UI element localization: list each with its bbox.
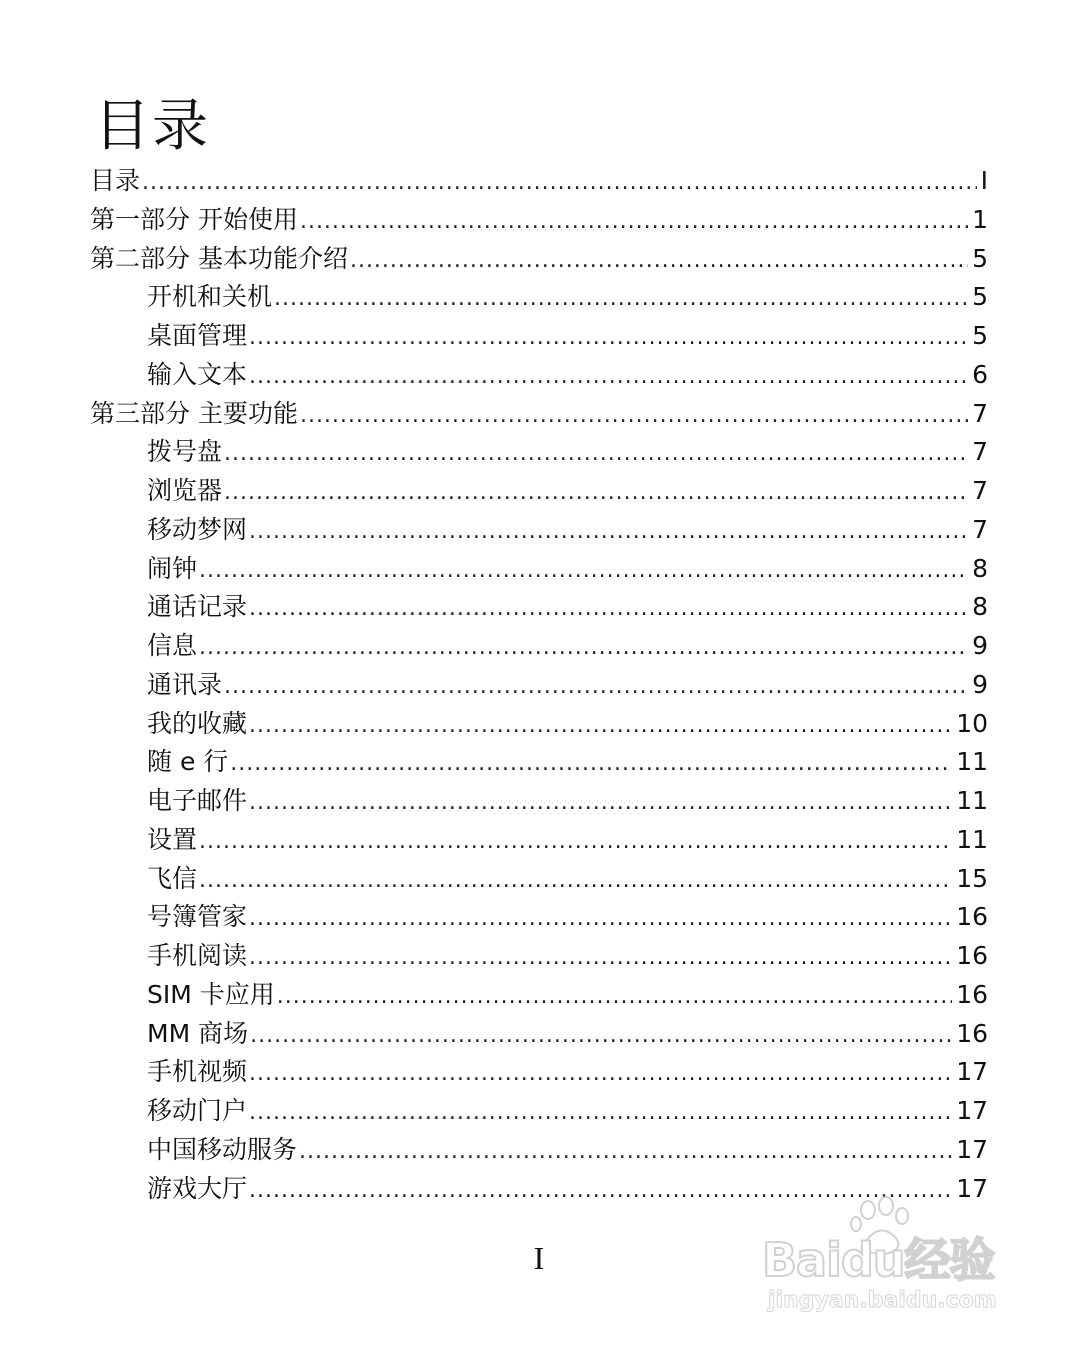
toc-entry-page: 15 — [956, 863, 988, 893]
toc-entry-label: 输入文本 — [147, 359, 248, 389]
toc-dot-leader — [142, 164, 977, 203]
toc-entry[interactable] — [90, 1092, 988, 1131]
toc-dot-leader — [224, 435, 968, 474]
toc-entry[interactable] — [90, 1015, 988, 1054]
toc-dot-leader — [350, 242, 968, 281]
toc-entry[interactable] — [90, 433, 988, 472]
toc-entry[interactable] — [90, 317, 988, 356]
toc-dot-leader — [199, 552, 968, 591]
watermark-url: jingyan.baidu.com — [768, 1288, 997, 1313]
toc-dot-leader — [199, 629, 968, 668]
toc-entry[interactable] — [90, 201, 988, 240]
toc-entry-page: 16 — [956, 941, 988, 970]
toc-entry[interactable] — [90, 356, 988, 395]
toc-entry-label: MM 商场 — [147, 1018, 249, 1048]
toc-entry[interactable] — [90, 705, 988, 744]
toc-entry-label: 游戏大厅 — [147, 1173, 248, 1203]
watermark-logo-text: Baidu经验 — [762, 1233, 995, 1287]
toc-entry-label: 设置 — [147, 824, 198, 854]
toc-entry[interactable] — [90, 162, 988, 201]
toc-dot-leader — [224, 668, 968, 707]
toc-entry-page: I — [980, 166, 988, 195]
toc-dot-leader — [249, 513, 968, 552]
toc-entry-label: 号簿管家 — [147, 902, 248, 932]
toc-entry[interactable] — [90, 898, 988, 937]
toc-entry-page: 17 — [956, 1057, 988, 1087]
toc-entry[interactable] — [90, 666, 988, 705]
toc-entry-label: 手机视频 — [147, 1057, 248, 1087]
toc-entry-page: 16 — [956, 1018, 988, 1048]
toc-entry-label: 移动门户 — [147, 1096, 248, 1125]
toc-entry[interactable] — [90, 782, 988, 821]
page-title: 目录 — [94, 94, 210, 159]
toc-entry-page: 9 — [972, 669, 988, 699]
toc-entry-label: 第一部分 开始使用 — [90, 204, 298, 234]
toc-dot-leader — [274, 280, 968, 319]
toc-entry-label: 移动梦网 — [147, 514, 248, 544]
toc-dot-leader — [199, 823, 952, 862]
toc-entry[interactable] — [90, 240, 988, 279]
toc-entry-label: 通讯录 — [147, 669, 223, 699]
toc-dot-leader — [249, 784, 952, 823]
baidu-jingyan-watermark — [752, 1196, 1052, 1326]
toc-entry-page: 5 — [972, 321, 988, 350]
toc-entry-label: 通话记录 — [147, 592, 248, 622]
toc-entry-page: 7 — [972, 514, 988, 544]
toc-dot-leader — [250, 1017, 952, 1056]
toc-entry[interactable] — [90, 1131, 988, 1170]
toc-entry[interactable] — [90, 821, 988, 860]
toc-entry[interactable] — [90, 743, 988, 782]
toc-entry-page: 7 — [972, 476, 988, 505]
toc-entry-page: 11 — [956, 786, 988, 815]
toc-entry[interactable] — [90, 550, 988, 589]
toc-entry-page: 11 — [956, 747, 988, 777]
toc-entry-label: 开机和关机 — [147, 282, 273, 312]
toc-entry-page: 9 — [972, 631, 988, 660]
toc-entry-page: 7 — [972, 437, 988, 467]
page-number: I — [533, 1240, 545, 1276]
toc-entry-page: 17 — [956, 1096, 988, 1125]
toc-entry[interactable] — [90, 1053, 988, 1092]
toc-entry-label: 手机阅读 — [147, 941, 248, 970]
toc-entry-label: 第二部分 基本功能介绍 — [90, 243, 348, 273]
toc-dot-leader — [249, 900, 952, 939]
toc-entry[interactable] — [90, 472, 988, 511]
toc-entry-page: 6 — [972, 359, 988, 389]
toc-entry-label: 桌面管理 — [147, 321, 248, 350]
toc-entry-label: 信息 — [147, 631, 198, 660]
toc-entry[interactable] — [90, 937, 988, 976]
toc-entry-label: 飞信 — [147, 863, 198, 893]
toc-entry-label: 随 e 行 — [147, 747, 229, 777]
toc-entry-page: 7 — [972, 398, 988, 428]
toc-entry[interactable] — [90, 588, 988, 627]
toc-dot-leader — [300, 203, 968, 242]
toc-dot-leader — [224, 474, 968, 513]
table-of-contents — [90, 162, 988, 1208]
toc-dot-leader — [199, 862, 952, 901]
toc-dot-leader — [249, 590, 968, 629]
toc-entry-page: 5 — [972, 282, 988, 312]
toc-entry-page: 10 — [956, 708, 988, 738]
toc-entry[interactable] — [90, 627, 988, 666]
toc-entry[interactable] — [90, 860, 988, 899]
toc-entry[interactable] — [90, 511, 988, 550]
toc-dot-leader — [299, 1133, 952, 1172]
toc-entry-label: 目录 — [90, 166, 141, 195]
toc-entry-page: 8 — [972, 553, 988, 583]
toc-dot-leader — [249, 1094, 952, 1133]
toc-dot-leader — [277, 978, 952, 1017]
toc-entry-label: 浏览器 — [147, 476, 223, 505]
toc-entry-label: SIM 卡应用 — [147, 979, 275, 1009]
toc-dot-leader — [249, 939, 952, 978]
toc-dot-leader — [249, 1055, 952, 1094]
toc-entry-label: 中国移动服务 — [147, 1134, 298, 1164]
toc-entry-label: 电子邮件 — [147, 786, 248, 815]
toc-entry[interactable] — [90, 395, 988, 434]
toc-entry-label: 第三部分 主要功能 — [90, 398, 298, 428]
toc-entry-label: 我的收藏 — [147, 708, 248, 738]
toc-entry-page: 17 — [956, 1173, 988, 1203]
toc-dot-leader — [249, 707, 952, 746]
toc-entry-label: 拨号盘 — [147, 437, 223, 467]
toc-entry-label: 闹钟 — [147, 553, 198, 583]
toc-entry-page: 11 — [956, 824, 988, 854]
toc-entry[interactable] — [90, 976, 988, 1015]
toc-entry-page: 5 — [972, 243, 988, 273]
toc-dot-leader — [249, 358, 968, 397]
toc-entry[interactable] — [90, 278, 988, 317]
toc-dot-leader — [249, 319, 968, 358]
toc-entry-page: 16 — [956, 902, 988, 932]
toc-entry-page: 16 — [956, 979, 988, 1009]
toc-dot-leader — [230, 745, 952, 784]
toc-dot-leader — [300, 397, 968, 436]
toc-entry-page: 8 — [972, 592, 988, 622]
toc-entry-page: 1 — [972, 204, 988, 234]
toc-entry-page: 17 — [956, 1134, 988, 1164]
